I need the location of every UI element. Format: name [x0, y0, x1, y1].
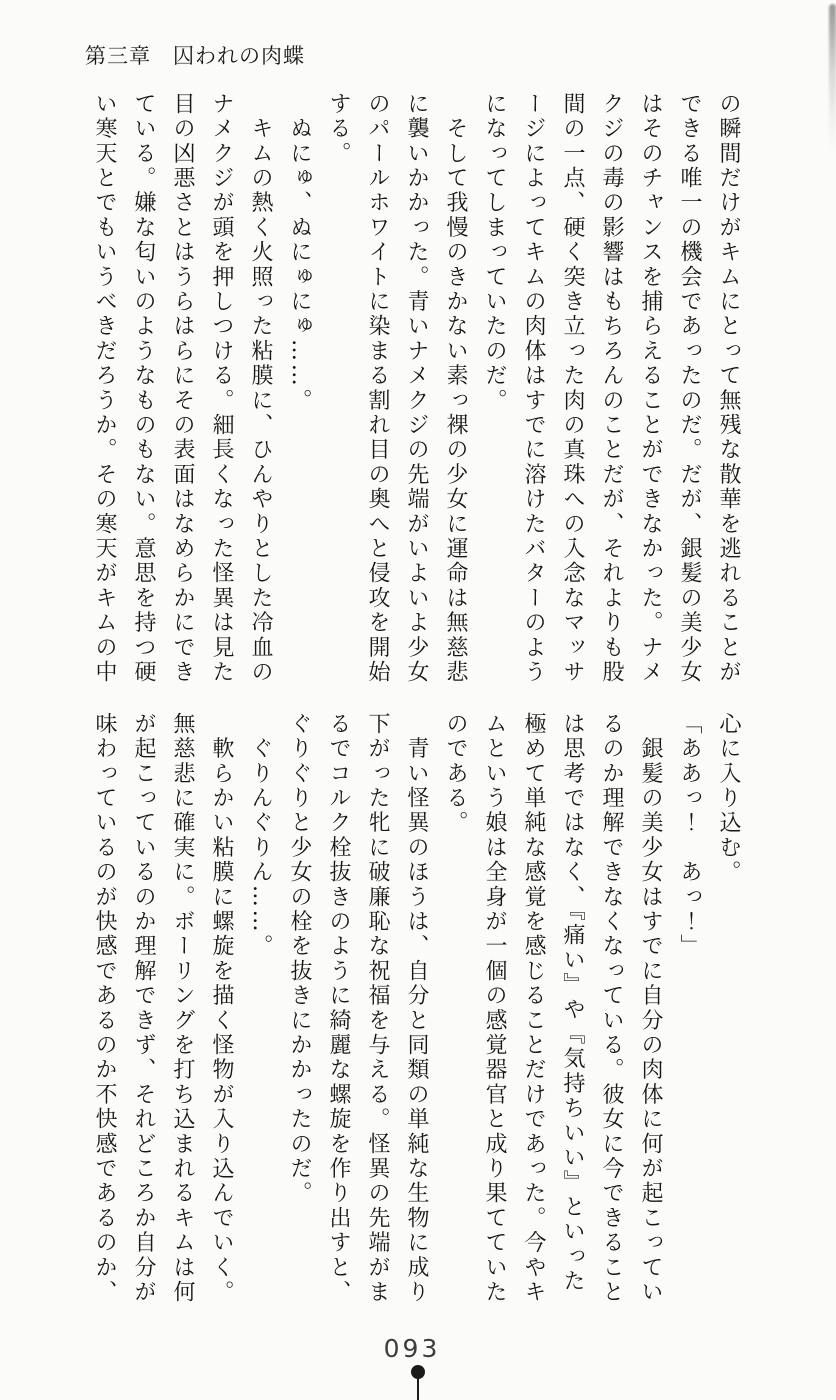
paragraph: 軟らかい粘膜に螺旋を描く怪物が入り込んでいく。無慈悲に確実に。ボーリングを打ち込まれるキムは何が起こっているのか理解できず、それどころか自分が味わっているのが快感であるのか不快感であるのか、 — [92, 712, 234, 1305]
page-number: 093 — [383, 1334, 441, 1363]
lower-text-block — [85, 712, 748, 1312]
paragraph: キムの熱く火照った粘膜に、ひんやりとした冷血のナメクジが頭を押しつける。細長くなった怪異は見た目の凶悪さとはうらはらにその表面はなめらかにできている。嫌な匂いのようなものもない。意思を持つ硬い寒天とでもいうべきだろうか。その寒天がキムの中 — [92, 92, 273, 685]
pin-ornament-icon — [410, 1365, 426, 1400]
paragraph: ぐりんぐりん……。 — [248, 712, 273, 959]
upper-text-block — [85, 92, 748, 692]
paragraph: 青い怪異のほうは、自分と同類の単純な生物に成り下がった牝に破廉恥な祝福を与える。怪異の先端がまるでコルク栓抜きのように綺麗な螺旋を作り出すと、ぐりぐりと少女の栓を抜きにかかったのだ。 — [287, 712, 429, 1305]
scan-edge-shadow — [829, 4, 836, 154]
paragraph: の瞬間だけがキムにとって無残な散華を逃れることができる唯一の機会であったのだ。だが、銀髪の美少女はそのチャンスを捕らえることができなかった。ナメクジの毒の影響はもちろんのことだが、それよりも股間の一点、硬く突き立った肉の真珠への入念なマッサージによってキムの肉体はすでに溶けたバターのようになってしまっていたのだ。 — [482, 92, 741, 685]
paragraph: 銀髪の美少女はすでに自分の肉体に何が起こっているのか理解できなくなっている。彼女に今できることは思考ではなく、『痛い』や『気持ちいい』といった極めて単純な感覚を感じることだけであった。今やキムという娘は全身が一個の感覚器官と成り果てていたのである。 — [443, 712, 663, 1305]
paragraph: 「ああっ！ あっ！」 — [677, 712, 702, 959]
chapter-header: 第三章 囚われの肉蝶 — [85, 44, 305, 68]
paragraph: ぬにゅ、ぬにゅにゅ……。 — [287, 92, 312, 414]
pin-stem — [417, 1377, 419, 1400]
paragraph: 心に入り込む。 — [716, 712, 741, 885]
paragraph: そして我慢のきかない素っ裸の少女に運命は無慈悲に襲いかかった。青いナメクジの先端がいよいよ少女のパールホワイトに染まる割れ目の奥へと侵攻を開始する。 — [326, 92, 468, 685]
